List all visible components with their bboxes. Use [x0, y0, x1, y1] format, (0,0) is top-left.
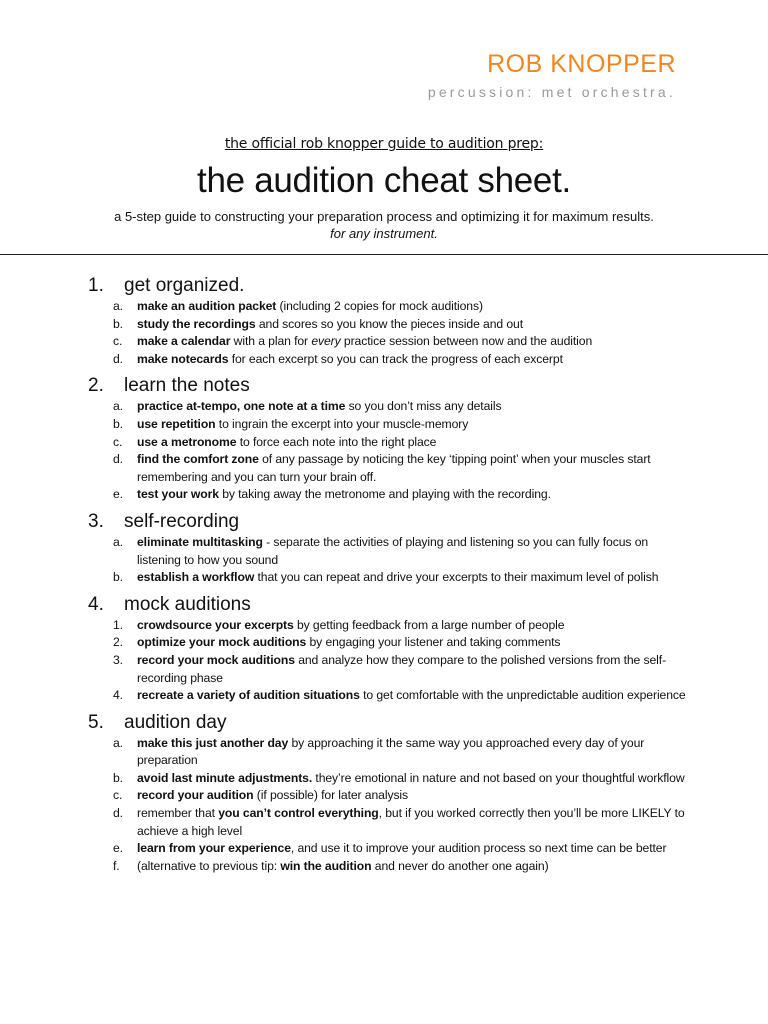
item-marker: b.	[113, 770, 123, 785]
list-item	[88, 805, 688, 840]
item-text-run: every	[311, 334, 341, 349]
item-text	[137, 534, 688, 569]
item-emphasis: use a metronome	[137, 434, 237, 449]
item-text-run: so you don’t miss any details	[345, 399, 502, 414]
item-text	[137, 333, 688, 351]
item-emphasis: record your audition	[137, 788, 254, 803]
item-emphasis: avoid last minute adjustments.	[137, 770, 313, 785]
item-text	[137, 434, 688, 452]
item-text	[137, 840, 688, 858]
item-marker: c.	[113, 788, 123, 803]
item-marker: a.	[113, 534, 123, 549]
list-item	[88, 534, 688, 569]
item-text	[137, 652, 688, 687]
list-item	[88, 652, 688, 687]
item-emphasis: make this just another day	[137, 735, 289, 750]
subtitle-italic: for any instrument.	[330, 226, 438, 241]
page-title: the audition cheat sheet.	[197, 161, 571, 200]
item-marker: e.	[113, 487, 123, 502]
step-section	[88, 711, 688, 876]
step-number: 5.	[88, 711, 104, 733]
list-item	[88, 434, 688, 452]
step-number: 3.	[88, 510, 104, 532]
item-marker: c.	[113, 434, 123, 449]
step-section	[88, 593, 688, 705]
item-marker: 1.	[113, 617, 123, 632]
item-text-run: by engaging your listener and taking comments	[306, 635, 561, 650]
step-title: audition day	[124, 711, 227, 733]
item-marker: 4.	[113, 688, 123, 703]
list-item	[88, 735, 688, 770]
item-text-run: that you can repeat and drive your excerpts to their maximum level of polish	[254, 570, 659, 585]
item-emphasis: recreate a variety of audition situations	[137, 688, 360, 703]
brand-name: ROB KNOPPER	[487, 50, 676, 78]
step-section	[88, 374, 688, 504]
step-section	[88, 510, 688, 587]
item-text-run: , but if you worked correctly then you’ll be more LIKELY to achieve a high level	[137, 806, 685, 838]
step-heading	[88, 374, 688, 398]
step-title: learn the notes	[124, 375, 250, 397]
list-item	[88, 351, 688, 369]
item-text	[137, 770, 688, 788]
list-item	[88, 486, 688, 504]
item-marker: b.	[113, 316, 123, 331]
item-emphasis: eliminate multitasking	[137, 534, 263, 549]
item-text-run: and scores so you know the pieces inside and out	[255, 316, 524, 331]
list-item	[88, 840, 688, 858]
item-text-run: remember that	[137, 806, 219, 821]
item-emphasis: find the comfort zone	[137, 452, 259, 467]
subtitle: a 5-step guide to constructing your preparation process and optimizing it for maximum results.	[114, 209, 654, 224]
item-text-run: by getting feedback from a large number of people	[293, 617, 565, 632]
list-item	[88, 333, 688, 351]
item-emphasis: crowdsource your excerpts	[137, 617, 294, 632]
item-marker: a.	[113, 735, 123, 750]
item-text	[137, 735, 688, 770]
item-emphasis: make an audition packet	[137, 299, 277, 313]
item-text	[137, 858, 688, 876]
item-marker: f.	[113, 858, 120, 873]
item-text-run: , and use it to improve your audition process so next time can be better	[290, 841, 667, 856]
list-item	[88, 298, 688, 316]
item-emphasis: study the recordings	[137, 316, 256, 331]
item-text-run: by approaching it the same way you approached every day of your preparation	[137, 735, 645, 768]
step-items	[88, 534, 688, 587]
step-heading	[88, 711, 688, 735]
step-items	[88, 298, 688, 368]
brand-block	[428, 50, 676, 100]
item-text-run: (including 2 copies for mock auditions)	[276, 299, 483, 313]
item-text	[137, 416, 688, 434]
list-item	[88, 687, 688, 705]
item-text	[137, 687, 688, 705]
item-emphasis: you can’t control everything	[218, 806, 379, 821]
item-marker: d.	[113, 806, 123, 821]
item-text-run: to get comfortable with the unpredictable audition experience	[359, 688, 686, 703]
list-item	[88, 398, 688, 416]
step-heading	[88, 274, 688, 298]
list-item	[88, 770, 688, 788]
list-item	[88, 617, 688, 635]
list-item	[88, 858, 688, 876]
steps-list	[88, 268, 688, 875]
item-text-run: they’re emotional in nature and not based on your thoughtful workflow	[312, 770, 685, 785]
item-marker: e.	[113, 841, 123, 856]
step-items	[88, 735, 688, 876]
item-text	[137, 351, 688, 369]
item-marker: a.	[113, 299, 123, 313]
list-item	[88, 316, 688, 334]
step-title: get organized.	[124, 275, 245, 296]
step-items	[88, 617, 688, 705]
item-text-run: by taking away the metronome and playing with the recording.	[218, 487, 551, 502]
item-text-run: of any passage by noticing the key ‘tipping point’ when your muscles start remembering and you can turn your brain off.	[137, 452, 651, 484]
step-heading	[88, 593, 688, 617]
kicker: the official rob knopper guide to audition prep:	[224, 136, 544, 152]
step-number: 1.	[88, 275, 104, 296]
list-item	[88, 416, 688, 434]
list-item	[88, 634, 688, 652]
step-items	[88, 398, 688, 504]
item-emphasis: record your mock auditions	[137, 652, 295, 667]
item-marker: b.	[113, 416, 123, 431]
item-emphasis: practice at-tempo, one note at a time	[137, 399, 346, 414]
step-title: mock auditions	[124, 593, 251, 615]
item-emphasis: use repetition	[137, 416, 216, 431]
list-item	[88, 787, 688, 805]
list-item	[88, 451, 688, 486]
item-marker: d.	[113, 351, 123, 366]
list-item	[88, 569, 688, 587]
item-text	[137, 787, 688, 805]
item-text	[137, 398, 688, 416]
item-emphasis: optimize your mock auditions	[137, 635, 307, 650]
item-text	[137, 617, 688, 635]
header-divider	[0, 254, 768, 255]
item-emphasis: test your work	[137, 487, 219, 502]
document-header	[0, 134, 768, 242]
item-emphasis: make notecards	[137, 351, 229, 366]
item-text	[137, 451, 688, 486]
item-text-run: for each excerpt so you can track the progress of each excerpt	[228, 351, 563, 366]
item-text	[137, 805, 688, 840]
item-marker: d.	[113, 452, 123, 467]
item-marker: 3.	[113, 652, 123, 667]
item-text-run: to ingrain the excerpt into your muscle-memory	[215, 416, 469, 431]
item-text	[137, 298, 688, 316]
item-text-run: and analyze how they compare to the polished versions from the self-recording phase	[137, 652, 667, 685]
item-marker: c.	[113, 334, 123, 349]
item-text	[137, 316, 688, 334]
item-text-run: (if possible) for later analysis	[253, 788, 409, 803]
item-text-run: (alternative to previous tip:	[137, 858, 281, 873]
item-text-run: to force each note into the right place	[236, 434, 437, 449]
item-emphasis: learn from your experience	[137, 841, 291, 856]
item-marker: b.	[113, 570, 123, 585]
item-text-run: practice session between now and the audition	[340, 334, 593, 349]
step-title: self-recording	[124, 510, 240, 532]
brand-tagline: percussion: met orchestra.	[427, 84, 676, 100]
item-text	[137, 569, 688, 587]
item-text-run: and never do another one again)	[371, 858, 549, 873]
item-text	[137, 486, 688, 504]
item-emphasis: win the audition	[280, 858, 372, 873]
step-number: 2.	[88, 375, 104, 397]
step-number: 4.	[88, 593, 104, 615]
step-heading	[88, 510, 688, 534]
item-text	[137, 634, 688, 652]
item-marker: 2.	[113, 635, 123, 650]
item-text-run: - separate the activities of playing and listening so you can fully focus on listening to how you sound	[137, 534, 649, 567]
item-emphasis: establish a workflow	[137, 570, 255, 585]
item-emphasis: make a calendar	[137, 334, 231, 349]
item-text-run: with a plan for	[230, 334, 312, 349]
item-marker: a.	[113, 399, 123, 414]
step-section	[88, 274, 688, 368]
